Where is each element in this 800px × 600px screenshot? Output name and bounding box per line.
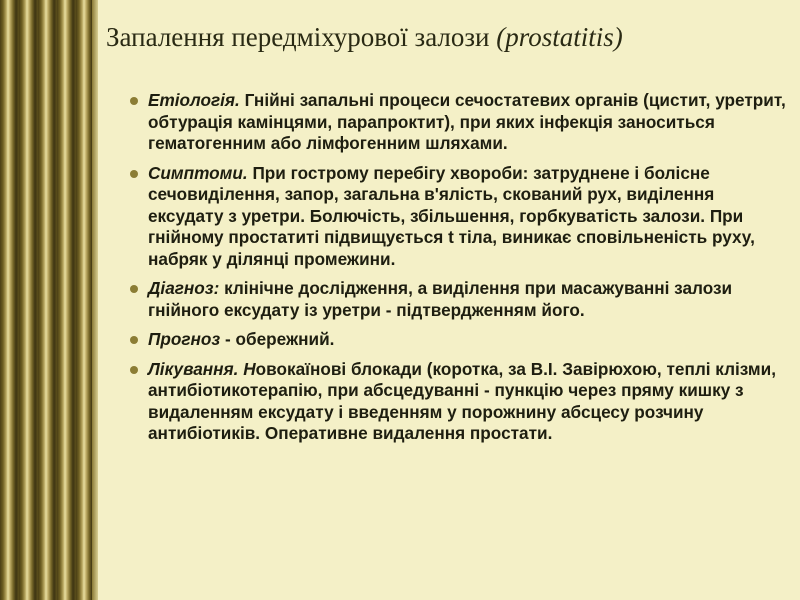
item-term: Діагноз: (148, 278, 220, 298)
list-item-prognosis (148, 329, 788, 351)
bullet-list (148, 90, 788, 453)
title-text: Запалення передміхурової залози (106, 22, 490, 52)
bullet-icon (130, 170, 138, 178)
item-text: При гострому перебігу хвороби: затруднене і болісне сечовиділення, запор, загальна в'ялість, скований рух, виділення ексудату з уретри. Болючість, збільшення, горбкуватість залози. При гнійному простатиті підвищується t тіла, виникає сповільненість руху, набряк у ділянці промежини. (148, 162, 755, 269)
item-text: - обережний. (220, 329, 335, 349)
bullet-icon (130, 366, 138, 374)
item-text: овокаїнові блокади (коротка, за В.І. Завірюхою, теплі клізми, антибіотикотерапію, при абсцедуванні - пункцію через пряму кишку з видаленням ексудату і введенням у порожнину абсцесу розчину антибіотиків. Оперативне видалення простати. (148, 358, 776, 443)
list-item-symptoms (148, 163, 788, 271)
decorative-stripes (0, 0, 98, 600)
bullet-icon (130, 336, 138, 344)
slide-title (106, 22, 786, 53)
item-text: клінічне дослідження, а виділення при масажуванні залози гнійного ексудату із уретри - підтвердженням його. (148, 278, 733, 320)
list-item-diagnosis (148, 278, 788, 321)
bullet-icon (130, 97, 138, 105)
item-term: Лікування. Н (148, 358, 256, 379)
item-text: Гнійні запальні процеси сечостатевих органів (цистит, уретрит, обтурація камінцями, парапроктит), при яких інфекція заноситься гематогенним або лімфогенним шляхами. (148, 90, 786, 153)
list-item-etiology (148, 90, 788, 155)
item-term: Симптоми. (148, 162, 248, 183)
bullet-icon (130, 285, 138, 293)
item-term: Етіологія. (148, 90, 240, 110)
list-item-treatment (148, 359, 788, 445)
title-latin: (prostatitis) (496, 22, 623, 52)
item-term: Прогноз (148, 329, 221, 349)
